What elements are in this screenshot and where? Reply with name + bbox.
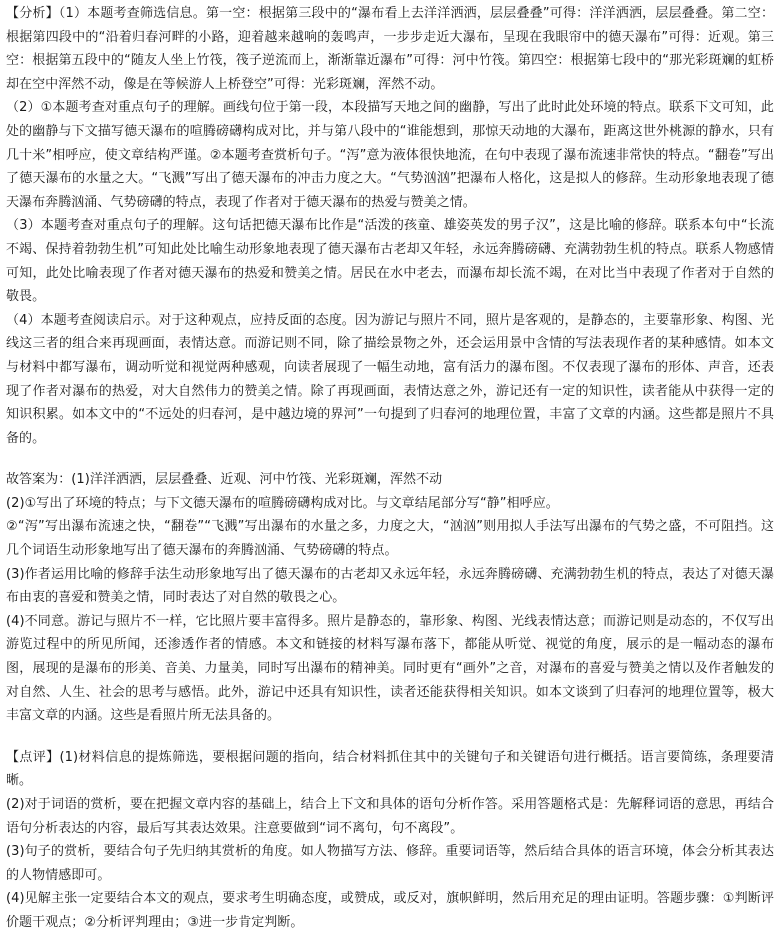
- answer-3: (3)作者运用比喻的修辞手法生动形象地写出了德天瀑布的古老却又永远年轻，永远奔腾磅礴、充满勃勃生机的特点，表达了对德天瀑布由衷的喜爱和赞美之情，同时表达了对自然的敬畏之心。: [6, 566, 774, 606]
- answer-2-2: ②“泻”写出瀑布流速之快，“翻卷”“飞溅”写出瀑布的水量之多，力度之大，“汹汹”则用拟人手法写出瀑布的气势之盛，不可阻挡。这几个词语生动形象地写出了德天瀑布的奔腾汹涌、气势磅礴的特点。: [6, 519, 774, 559]
- analysis-part-2: （2）①本题考查对重点句子的理解。画线句位于第一段，本段描写天地之间的幽静，写出了此时此处环境的特点。联系下文可知，此处的幽静与下文描写德天瀑布的喧腾磅礴构成对比，并与第八段中的“谁能想到，那惊天动地的大瀑布，距离这世外桃源的静水，只有几十米”相呼应，使文章结构严谨。②本题考查赏析句子。“泻”意为液体很快地流，在句中表现了瀑布流速非常快的特点。“翻卷”写出了德天瀑布的水量之大。“飞溅”写出了德天瀑布的冲击力度之大。“气势汹汹”把瀑布人格化，这是拟人的修辞。生动形象地表现了德天瀑布奔腾汹涌、气势磅礴的特点，表现了作者对于德天瀑布的热爱与赞美之情。: [6, 100, 774, 210]
- answer-2-1: (2)①写出了环境的特点；与下文德天瀑布的喧腾磅礴构成对比。与文章结尾部分写“静”相呼应。: [6, 495, 559, 511]
- analysis-part-4: （4）本题考查阅读启示。对于这种观点，应持反面的态度。因为游记与照片不同，照片是客观的，是静态的，主要靠形象、构图、光线这三者的组合来再现画面，表情达意。而游记则不同，除了描绘景物之外，还会运用景中含情的写法表现作者的某种感情。如本文与材料中都写瀑布，调动听觉和视觉两种感观，向读者展现了一幅生动地，富有活力的瀑布图。不仅表现了瀑布的形体、声音，还表现了作者对瀑布的热爱，对大自然伟力的赞美之情。除了再现画面，表情达意之外，游记还有一定的知识性，读者能从中获得一定的知识积累。如本文中的“不远处的归春河，是中越边境的界河”一句提到了归春河的地理位置，丰富了文章的内涵。这些都是照片不具备的。: [6, 312, 774, 446]
- analysis-part-1: 【分析】（1）本题考查筛选信息。第一空：根据第三段中的“瀑布看上去洋洋洒洒，层层叠叠”可得：洋洋洒洒，层层叠叠。第二空：根据第四段中的“沿着归春河畔的小路，迎着越来越响的轰鸣声，一步步走近大瀑布，呈现在我眼帘中的德天瀑布”可得：近观。第三空：根据第五段中的“随友人坐上竹筏，筏子逆流而上，渐渐靠近瀑布”可得：河中竹筏。第四空：根据第七段中的“那光彩斑斓的虹桥却在空中浑然不动，像是在等候游人上桥登空”可得：光彩斑斓，浑然不动。: [6, 6, 774, 92]
- comment-2: (2)对于词语的赏析，要在把握文章内容的基础上，结合上下文和具体的语句分析作答。采用答题格式是：先解释词语的意思，再结合语句分析表达的内容，最后写其表达效果。注意要做到“词不离句，句不离段”。: [6, 797, 774, 836]
- comment-3: (3)句子的赏析，要结合句子先归纳其赏析的角度。如人物描写方法、修辞。重要词语等，然后结合具体的语言环境，体会分析其表达的人物情感即可。: [6, 844, 774, 883]
- comment-4: (4)见解主张一定要结合本文的观点，要求考生明确态度，或赞成，或反对，旗帜鲜明，然后用充足的理由证明。答题步骤：①判断评价题干观点；②分析评判理由；③进一步肯定判断。: [6, 891, 774, 930]
- analysis-section: [6, 2, 774, 450]
- answer-1: 故答案为：(1)洋洋洒洒，层层叠叠、近观、河中竹筏、光彩斑斓，浑然不动: [6, 472, 443, 488]
- comment-section: [6, 746, 774, 935]
- section-gap: [6, 728, 774, 746]
- comment-1: 【点评】(1)材料信息的提炼筛选，要根据问题的指向，结合材料抓住其中的关键句子和关键语句进行概括。语言要简练，条理要清晰。: [6, 749, 774, 789]
- answer-section: [6, 468, 774, 728]
- analysis-part-3: （3）本题考查对重点句子的理解。这句话把德天瀑布比作是“活泼的孩童、雄姿英发的男子汉”，这是比喻的修辞。联系本句中“长流不竭、保持着勃勃生机”可知此处比喻生动形象地表现了德天瀑布古老却又年轻，永远奔腾磅礴、充满勃勃生机的特点。联系人物感情可知，此处比喻表现了作者对德天瀑布的热爱和赞美之情。居民在水中老去，而瀑布却长流不竭，在对比当中表现了作者对于自然的敬畏。: [6, 218, 774, 305]
- answer-4: (4)不同意。游记与照片不一样，它比照片要丰富得多。照片是静态的，靠形象、构图、光线表情达意；而游记则是动态的，不仅写出游览过程中的所见所闻，还渗透作者的情感。本文和链接的材料写瀑布落下，都能从听觉、视觉的角度，展示的是一幅动态的瀑布图，展现的是瀑布的形美、音美、力量美，同时写出瀑布的精神美。同时更有“画外”之音，对瀑布的喜爱与赞美之情以及作者触发的对自然、人生、社会的思考与感悟。此外，游记中还具有知识性，读者还能获得相关知识。如本文谈到了归春河的地理位置等，极大丰富文章的内涵。这些是看照片所无法具备的。: [6, 613, 774, 724]
- section-gap: [6, 450, 774, 468]
